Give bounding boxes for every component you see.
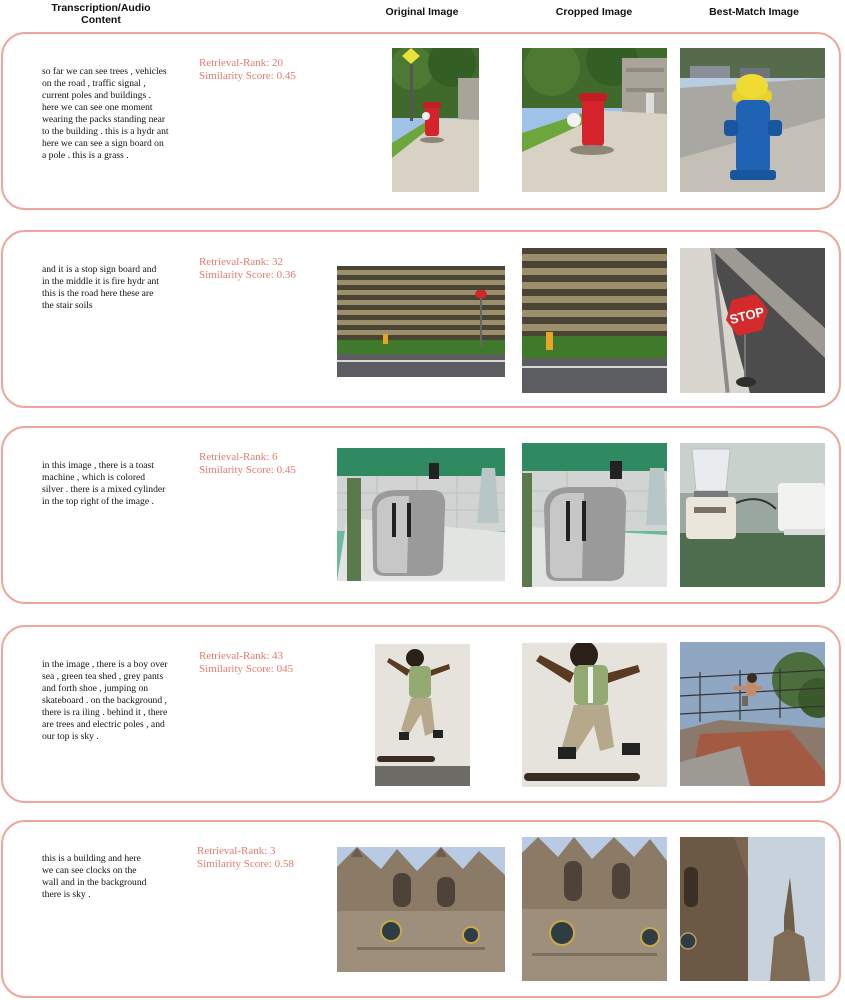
retrieval-rank-3: Retrieval-Rank: 6 bbox=[199, 451, 278, 463]
similarity-score-2: Similarity Score: 0.36 bbox=[199, 269, 296, 281]
cropped-image-5 bbox=[522, 837, 667, 981]
retrieval-rank-5: Retrieval-Rank: 3 bbox=[197, 845, 276, 857]
header-cropped-image: Cropped Image bbox=[555, 6, 633, 18]
cropped-image-2 bbox=[522, 248, 667, 393]
similarity-score-4: Similarity Score: 045 bbox=[199, 663, 294, 675]
cropped-image-4 bbox=[522, 643, 667, 787]
best-match-image-2 bbox=[680, 248, 825, 393]
cropped-image-1 bbox=[522, 48, 667, 192]
best-match-image-3 bbox=[680, 443, 825, 587]
best-match-image-4 bbox=[680, 642, 825, 786]
transcript-text-5: this is a building and here we can see clocks on the wall and in the background there is sky . bbox=[42, 853, 147, 900]
stop-sign-text: STOP bbox=[728, 303, 766, 328]
header-original-image: Original Image bbox=[385, 6, 459, 18]
similarity-score-5: Similarity Score: 0.58 bbox=[197, 858, 294, 870]
retrieval-rank-2: Retrieval-Rank: 32 bbox=[199, 256, 284, 268]
original-image-5 bbox=[337, 847, 505, 972]
best-match-image-1 bbox=[680, 48, 825, 192]
similarity-score-1: Similarity Score: 0.45 bbox=[199, 70, 296, 82]
transcript-text-3: in this image , there is a toast machine , which is colored silver . there is a mixed cylinder in the top right of the image . bbox=[42, 460, 166, 507]
transcript-text-1: so far we can see trees , vehicles on the road , traffic signal , current poles and buildings . here we can see one moment wearing the packs standing near to the building . this is a hydr ant here we can see a sign board on a pole . this is a grass . bbox=[42, 66, 169, 161]
retrieval-rank-4: Retrieval-Rank: 43 bbox=[199, 650, 284, 662]
header-best-match-image: Best-Match Image bbox=[709, 6, 799, 18]
original-image-4 bbox=[375, 644, 470, 786]
retrieval-rank-1: Retrieval-Rank: 20 bbox=[199, 57, 284, 69]
original-image-1 bbox=[392, 48, 479, 192]
transcript-text-2: and it is a stop sign board and in the middle it is fire hydr ant this is the road here these are the stair soils bbox=[42, 264, 159, 311]
header-transcription: Transcription/Audio Content bbox=[51, 2, 151, 26]
transcript-text-4: in the image , there is a boy over sea , green tea shed , grey pants and forth shoe , jumping on skateboard . on the background , there is ra iling . behind it , there are trees and electric poles , and our top is sky . bbox=[42, 659, 168, 742]
cropped-image-3 bbox=[522, 443, 667, 587]
best-match-image-5 bbox=[680, 837, 825, 981]
original-image-3 bbox=[337, 448, 505, 581]
similarity-score-3: Similarity Score: 0.45 bbox=[199, 464, 296, 476]
original-image-2 bbox=[337, 266, 505, 377]
